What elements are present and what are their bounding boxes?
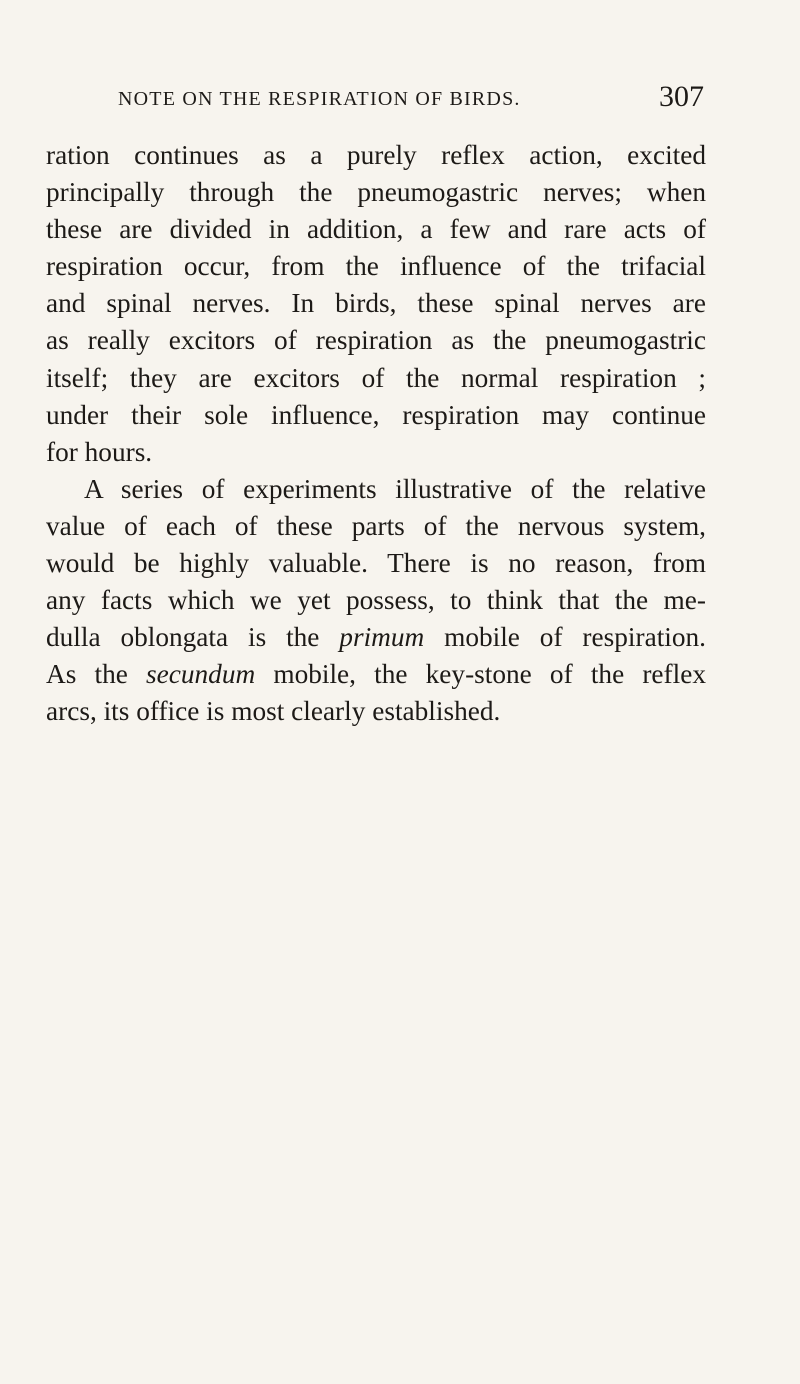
text-line: for hours. (46, 436, 153, 467)
text-line: value of each of these parts of the nervous system, (46, 510, 706, 541)
text-line: ration continues as a purely reflex action, excited (46, 140, 706, 170)
text-line: under their sole influence, respiration may continue (46, 399, 706, 430)
text-line: respiration occur, from the influence of the trifacial (46, 251, 706, 282)
text-line-with-italic (46, 619, 706, 656)
text-run: mobile of respiration. (424, 622, 706, 653)
text-run: As the (46, 659, 147, 690)
text-run: dulla oblongata is the (46, 622, 340, 653)
running-head-title: NOTE ON THE RESPIRATION OF BIRDS. (118, 88, 521, 110)
text-line: principally through the pneumogastric nerves; when (46, 177, 706, 208)
text-line-with-italic (46, 656, 706, 693)
running-head (118, 82, 704, 122)
page-number: 307 (659, 80, 704, 113)
text-line: would be highly valuable. There is no reason, from (46, 548, 706, 579)
text-line: any facts which we yet possess, to think that the me- (46, 585, 706, 616)
paragraph-1 (46, 137, 706, 471)
text-line: A series of experiments illustrative of the relative (84, 473, 706, 504)
italic-term-secundum: secundum (146, 659, 256, 690)
italic-term-primum: primum (339, 622, 425, 653)
paragraph-2 (46, 471, 706, 731)
text-line: arcs, its office is most clearly established. (46, 696, 501, 727)
text-line: and spinal nerves. In birds, these spinal nerves are (46, 288, 706, 319)
text-line: these are divided in addition, a few and rare acts of (46, 214, 706, 245)
text-line: itself; they are excitors of the normal respiration ; (46, 362, 706, 393)
text-line: as really excitors of respiration as the pneumogastric (46, 325, 706, 356)
body-text (46, 137, 706, 731)
text-run: mobile, the key-stone of the reflex (255, 659, 706, 690)
